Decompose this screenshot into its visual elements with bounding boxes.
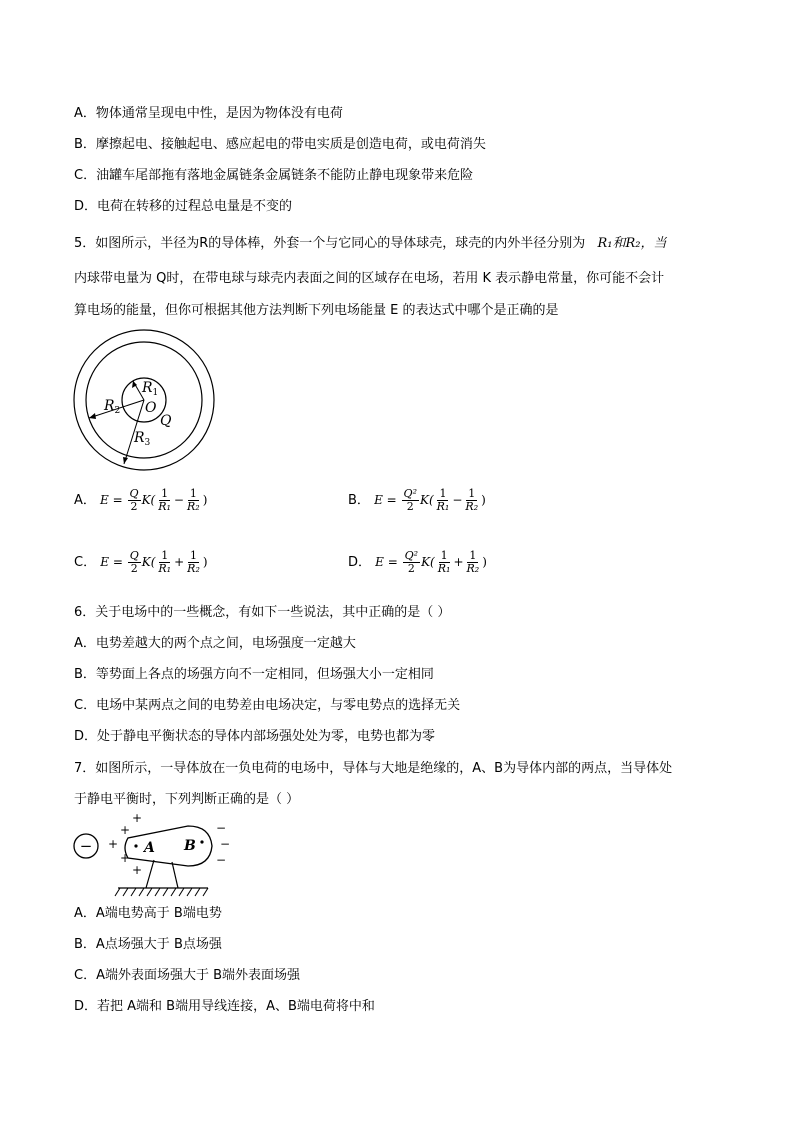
numerator: 1	[439, 487, 447, 500]
q5-option-d	[348, 550, 487, 575]
formula-d	[375, 549, 487, 575]
numerator: 1	[468, 487, 476, 500]
q7-option-a: A．A端电势高于 B端电势	[74, 906, 222, 921]
fraction-q2-over-2	[402, 488, 419, 513]
option-letter: B．	[348, 493, 370, 508]
fraction-1-over-r1	[436, 550, 453, 575]
q7-option-c: C．A端外表面场强大于 B端外表面场强	[74, 968, 301, 983]
fraction-1-over-r2	[465, 550, 482, 575]
q7-stem-line1: 7．如图所示，一导体放在一负电荷的电场中，导体与大地是绝缘的，A、B为导体内部的两点，当导体处	[74, 761, 673, 776]
symbol-k: K(	[421, 555, 435, 569]
numerator: 1	[190, 549, 197, 562]
denominator: R₂	[187, 562, 200, 575]
q7-option-d: D．若把 A端和 B端用导线连接，A、B端电荷将中和	[74, 999, 375, 1014]
symbol-e: E	[375, 555, 384, 569]
numerator: 1	[161, 487, 169, 500]
q4-option-a: A．物体通常呈现电中性，是因为物体没有电荷	[74, 106, 343, 121]
plus-sign-4: +	[120, 851, 131, 865]
fraction-1-over-r1	[156, 488, 173, 513]
q5-option-b	[348, 488, 486, 513]
q5-stem-line2: 内球带电量为 Q时，在带电球与球壳内表面之间的区域存在电场，若用 K 表示静电常量，你可能不会计	[74, 271, 665, 286]
q6-option-d: D．处于静电平衡状态的导体内部场强处处为零，电势也都为零	[74, 729, 436, 744]
label-o: O	[145, 400, 157, 416]
conductor-body	[125, 826, 212, 866]
denominator: R₂	[465, 500, 479, 513]
label-q: Q	[160, 413, 172, 429]
stand-right-leg	[172, 862, 178, 888]
denominator: R₁	[158, 562, 172, 575]
minus-sign-1: −	[216, 821, 227, 835]
operator: −	[173, 493, 184, 507]
fraction-q-over-2	[128, 488, 141, 513]
q5-concentric-sphere-figure	[72, 328, 222, 478]
q5-option-a	[74, 488, 207, 513]
denominator: R₁	[158, 500, 171, 513]
option-letter: A．	[74, 493, 96, 508]
operator: +	[174, 555, 185, 569]
q5-stem-line1-text: 5．如图所示，半径为R的导体棒，外套一个与它同心的导体球壳，球壳的内外半径分别为	[74, 236, 586, 251]
q6-option-a: A．电势差越大的两个点之间，电场强度一定越大	[74, 636, 356, 651]
equals-sign: =	[386, 493, 397, 507]
option-letter: C．	[74, 555, 97, 570]
denominator: R₁	[437, 562, 451, 575]
fraction-1-over-r1	[156, 550, 173, 575]
q4-option-d: D．电荷在转移的过程总电量是不变的	[74, 199, 293, 214]
numerator: Q	[129, 487, 139, 500]
r2-arrowhead	[89, 413, 96, 419]
q7-conductor-figure	[70, 814, 240, 900]
numerator: Q²	[404, 549, 419, 562]
fraction-q-over-2	[128, 550, 141, 575]
plus-sign-3: +	[108, 837, 119, 851]
q6-option-b: B．等势面上各点的场强方向不一定相同，但场强大小一定相同	[74, 667, 434, 682]
stand-left-leg	[146, 860, 154, 888]
denominator: 2	[407, 562, 415, 575]
q6-option-c: C．电场中某两点之间的电势差由电场决定，与零电势点的选择无关	[74, 698, 461, 713]
numerator: 1	[189, 487, 197, 500]
formula-c	[100, 549, 208, 575]
label-r1-sub: 1	[152, 388, 159, 398]
label-r3: R	[134, 430, 145, 446]
denominator: 2	[406, 500, 414, 513]
symbol-k: K(	[141, 555, 156, 569]
negative-charge-sign: −	[79, 837, 93, 855]
denominator: R₂	[186, 500, 200, 513]
symbol-k: K(	[419, 493, 434, 507]
numerator: Q	[129, 549, 139, 562]
symbol-e: E	[374, 493, 383, 507]
svg-text:R1	[141, 380, 158, 398]
equals-sign: =	[387, 555, 398, 569]
q5-stem-line1	[74, 235, 666, 253]
ground-hatching	[115, 888, 208, 896]
fraction-q2-over-2	[403, 550, 420, 575]
equals-sign: =	[112, 493, 123, 507]
q7-option-b: B．A点场强大于 B点场强	[74, 937, 222, 952]
formula-a	[100, 487, 208, 513]
svg-text:R2	[103, 398, 120, 416]
symbol-e: E	[100, 555, 109, 569]
label-r2-sub: 2	[114, 406, 121, 416]
numerator: 1	[161, 549, 169, 562]
close-paren: )	[482, 555, 487, 569]
q4-option-c: C．油罐车尾部拖有落地金属链条金属链条不能防止静电现象带来危险	[74, 168, 474, 183]
q5-stem-line1-vars: R₁和R₂，当	[597, 236, 667, 251]
close-paren: )	[202, 555, 208, 569]
q5-stem-line3: 算电场的能量，但你可根据其他方法判断下列电场能量 E 的表达式中哪个是正确的是	[74, 303, 559, 318]
label-r2: R	[104, 398, 115, 414]
plus-sign-5: +	[132, 863, 143, 877]
operator: +	[453, 555, 464, 569]
symbol-k: K(	[141, 493, 156, 507]
point-b-dot	[200, 840, 203, 843]
option-letter: D．	[348, 555, 372, 570]
label-r3-sub: 3	[144, 438, 151, 448]
operator: −	[452, 493, 463, 507]
denominator: 2	[130, 500, 138, 513]
equals-sign: =	[112, 555, 123, 569]
q6-stem: 6．关于电场中的一些概念，有如下一些说法，其中正确的是（ ）	[74, 605, 451, 620]
plus-sign-2: +	[120, 823, 131, 837]
numerator: 1	[440, 549, 448, 562]
denominator: R₁	[436, 500, 450, 513]
fraction-1-over-r2	[185, 550, 202, 575]
formula-b	[374, 487, 486, 513]
minus-sign-2: −	[220, 837, 231, 851]
close-paren: )	[481, 493, 486, 507]
fraction-1-over-r2	[185, 488, 202, 513]
fraction-1-over-r2	[463, 488, 480, 513]
plus-sign-1: +	[132, 814, 143, 825]
q5-option-c	[74, 550, 208, 575]
q4-option-b: B．摩擦起电、接触起电、感应起电的带电实质是创造电荷，或电荷消失	[74, 137, 486, 152]
label-a: A	[144, 840, 155, 856]
numerator: Q²	[403, 487, 417, 500]
numerator: 1	[469, 549, 477, 562]
r3-arrowhead	[123, 457, 128, 464]
point-a-dot	[134, 844, 137, 847]
svg-text:R3	[133, 430, 151, 448]
minus-sign-3: −	[216, 853, 227, 867]
denominator: 2	[130, 562, 138, 575]
label-r1: R	[142, 380, 153, 396]
q7-stem-line2: 于静电平衡时，下列判断正确的是（ ）	[74, 792, 300, 807]
label-b: B	[184, 838, 196, 854]
symbol-e: E	[100, 493, 109, 507]
close-paren: )	[202, 493, 208, 507]
fraction-1-over-r1	[435, 488, 452, 513]
denominator: R₂	[466, 562, 480, 575]
